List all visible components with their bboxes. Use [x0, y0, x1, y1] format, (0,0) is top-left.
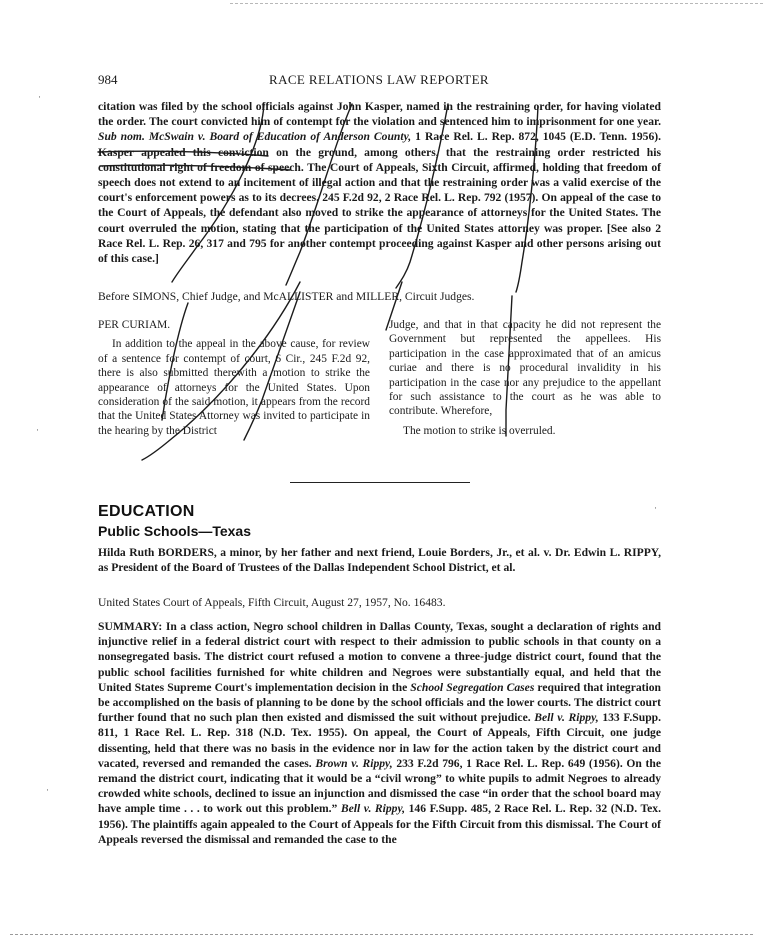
scan-edge-top	[230, 3, 763, 4]
citation-brown-v-rippy: Brown v. Rippy,	[315, 756, 393, 770]
court-line: United States Court of Appeals, Fifth Circuit, August 27, 1957, No. 16483.	[98, 596, 446, 609]
scan-speck: ·	[36, 425, 39, 435]
citation-bell-v-rippy-2: Bell v. Rippy,	[340, 802, 406, 816]
sub-nom-citation: Sub nom. McSwain v. Board of Education of Anderson County,	[98, 130, 412, 144]
citation-bell-v-rippy-1: Bell v. Rippy,	[534, 711, 599, 725]
summary-part-5: 146 F.Supp. 485, 2 Race Rel. L. Rep. 32 (N.D. Tex. 1956). The plaintiffs again appealed to the Court of Appeals for the Fifth Circuit from this dismissal. The Court of Appeals reversed the dismissal and remanded the case to the	[98, 802, 662, 846]
summary-part-2: required that integration be accomplished on the basis of planning to be done by the school officials and the lower courts. The district court further found that no such plan then existed and dismissed the suit without prejudice.	[98, 680, 662, 725]
page-number: 984	[98, 72, 118, 87]
scan-edge-bottom	[10, 934, 753, 935]
scan-speck: ·	[654, 503, 657, 513]
panel-line: Before SIMONS, Chief Judge, and McALLISTER and MILLER, Circuit Judges.	[98, 290, 475, 303]
summary-part-1: In a class action, Negro school children in Dallas County, Texas, sought a declaration of rights and injunctive relief in a federal district court with respect to their admission to public schools in that county on a nonsegregated basis. The district court refused a motion to convene a three-judge district court, found that the public school facilities furnished for white children and Negroes were substantially equal, and held that the United States Supreme Court's implementation decision in the	[98, 620, 661, 694]
headnote-continuation: 1 Race Rel. L. Rep. 872, 1045 (E.D. Tenn. 1956). Kasper appealed this conviction on the ground, among others, that the restraining order restricted his constitutional right of freedom of speech. The Court of Appeals, Sixth Circuit, affirmed, holding that freedom of speech does not extend to an incitement of illegal action and that the restraining order was a valid exercise of the court's enforcement powers as to its decrees. 245 F.2d 92, 2 Race Rel. L. Rep. 792 (1957). On appeal of the case to the Court of Appeals, the defendant also moved to strike the appearance of attorneys for the United States. The court overruled the motion, stating that the participation of the United States attorney was proper. [See also 2 Race Rel. L. Rep. 26, 317 and 795 for another contempt proceeding against Kasper and other persons arising out of this case.]	[98, 130, 662, 266]
per-curiam-left-column	[98, 318, 370, 438]
headnote-line-3: sentenced him to imprisonment for one year.	[439, 115, 661, 129]
headnote-line-2: for having violated the order. The court convicted him of contempt for the violation and	[98, 100, 662, 129]
headnote-line-1: citation was filed by the school officials against John Kasper, named in the restraining order,	[98, 100, 564, 113]
headnote	[98, 99, 661, 266]
per-curiam-right-column	[389, 318, 661, 438]
scan-speck: ·	[46, 785, 49, 795]
citation-school-segregation-cases: School Segregation Cases	[410, 680, 535, 694]
summary-part-3: 133 F.Supp. 811, 1 Race Rel. L. Rep. 318 (N.D. Tex. 1955). On appeal, the Court of Appeals, Fifth Circuit, one judge dissenting, held that there was no basis in the evidence nor in law for the action taken by the district court and vacated, reversed and remanded the cases.	[98, 711, 661, 770]
scan-speck: ·	[38, 92, 41, 102]
section-subtitle: Public Schools—Texas	[98, 523, 252, 539]
summary-label: SUMMARY:	[98, 620, 163, 633]
summary	[98, 619, 661, 847]
per-curiam-heading: PER CURIAM.	[98, 319, 171, 331]
section-divider	[290, 482, 470, 483]
case-parties: Hilda Ruth BORDERS, a minor, by her father and next friend, Louie Borders, Jr., et al. v. Dr. Edwin L. RIPPY, as President of the Board of Trustees of the Dallas Independent School District, et al.	[98, 546, 661, 575]
running-title: RACE RELATIONS LAW REPORTER	[269, 72, 489, 87]
ruling-text: The motion to strike is overruled.	[403, 424, 556, 437]
per-curiam-paragraph-2: Judge, and that in that capacity he did not represent the Government but represented the appellees. His participation in the case approximated that of an amicus curiae and there is no procedural invalidity in his participation in the case nor any prejudice to the appellant for such assistance to the court as he was able to contribute. Wherefore,	[389, 319, 661, 418]
summary-part-4: 233 F.2d 796, 1 Race Rel. L. Rep. 649 (1956). On the remand the district court, indicating that it would be a “civil wrong” to white pupils to admit Negroes to already crowded white schools, declined to issue an injunction and dismissed the case “in order that the school board may have ample time . . . to work out this problem.”	[98, 756, 661, 816]
per-curiam-paragraph-1: In addition to the appeal in the above cause, for review of a sentence for contempt of court, 6 Cir., 245 F.2d 92, there is also submitted therewith a motion to strike the appearance of attorneys for the United States. Upon consideration of the said motion, it appears from the record that the United States Attorney was invited to participate in the hearing by the District	[98, 338, 370, 437]
section-title: EDUCATION	[98, 503, 195, 520]
